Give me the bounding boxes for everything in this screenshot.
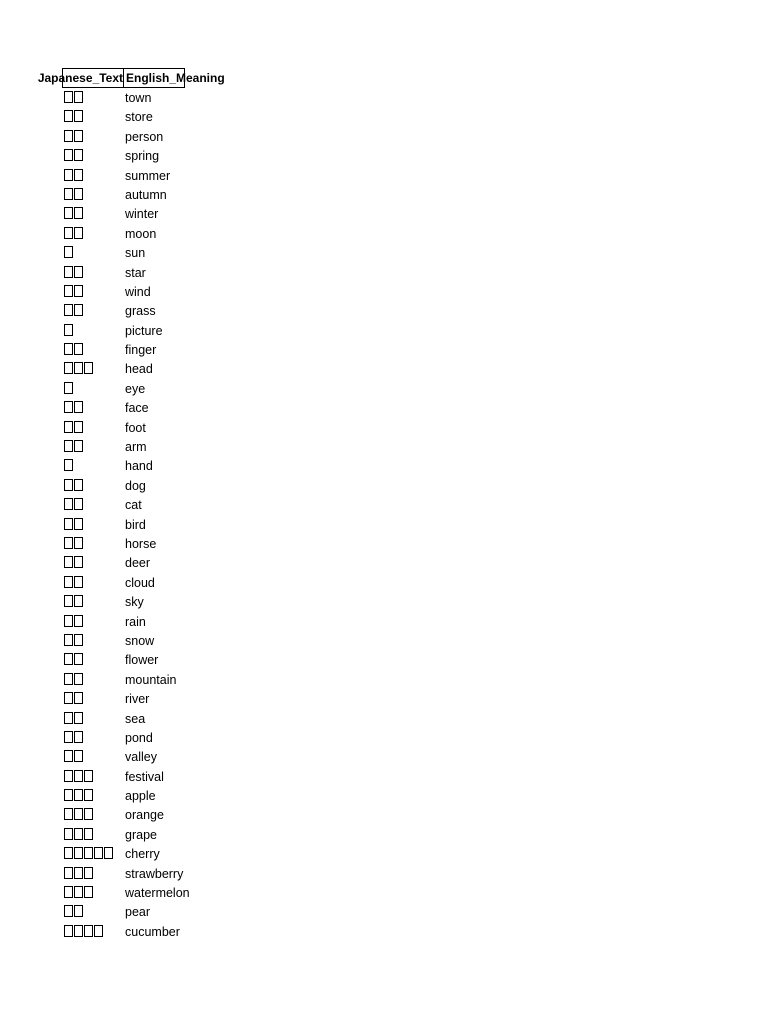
english-meaning-cell[interactable]: deer — [125, 556, 151, 571]
missing-glyph-box — [74, 867, 83, 879]
header-row — [37, 68, 225, 88]
english-meaning-cell[interactable]: town — [125, 91, 152, 105]
header-japanese-label: Japanese_Text — [37, 71, 123, 85]
english-meaning-cell[interactable]: winter — [125, 207, 159, 222]
japanese-text-cell[interactable] — [62, 593, 124, 612]
english-meaning-cell[interactable]: person — [125, 129, 164, 144]
missing-glyph-box — [74, 731, 83, 743]
table-row — [62, 360, 190, 379]
missing-glyph-box — [74, 149, 83, 161]
missing-glyph-box — [84, 789, 93, 801]
table-row — [62, 787, 190, 806]
english-meaning-cell[interactable]: picture — [125, 323, 163, 338]
japanese-text-cell[interactable] — [62, 225, 124, 244]
table-row — [62, 283, 190, 302]
japanese-text-cell[interactable] — [62, 147, 124, 166]
spreadsheet-page — [37, 68, 225, 942]
table-row — [62, 845, 190, 864]
table-row — [62, 690, 190, 709]
missing-glyph-box — [84, 808, 93, 820]
japanese-text-cell[interactable] — [62, 205, 124, 224]
missing-glyph-box — [74, 130, 83, 142]
japanese-text-cell[interactable] — [62, 419, 124, 438]
missing-glyph-box — [74, 362, 83, 374]
missing-glyph-box — [64, 905, 73, 917]
missing-glyph-box — [64, 362, 73, 374]
table-row — [62, 167, 190, 186]
japanese-text-cell[interactable] — [62, 186, 124, 205]
japanese-text-cell[interactable] — [62, 671, 124, 690]
table-row — [62, 729, 190, 748]
english-meaning-cell[interactable]: sun — [125, 246, 146, 261]
missing-glyph-box — [74, 227, 83, 239]
missing-glyph-box — [74, 285, 83, 297]
english-meaning-cell[interactable]: cat — [125, 498, 142, 513]
missing-glyph-box — [64, 266, 73, 278]
missing-glyph-box — [64, 789, 73, 801]
japanese-text-cell[interactable] — [62, 748, 124, 767]
japanese-text-cell[interactable] — [62, 244, 124, 263]
missing-glyph-box — [84, 828, 93, 840]
missing-glyph-box — [64, 149, 73, 161]
japanese-text-cell[interactable] — [62, 516, 124, 535]
missing-glyph-box — [74, 789, 83, 801]
table-row — [62, 225, 190, 244]
table-row — [62, 923, 190, 942]
english-meaning-cell[interactable]: orange — [125, 808, 164, 823]
english-meaning-cell[interactable]: foot — [125, 420, 146, 435]
missing-glyph-box — [64, 770, 73, 782]
japanese-text-cell[interactable] — [62, 167, 124, 186]
japanese-text-cell[interactable] — [62, 399, 124, 418]
japanese-text-cell[interactable] — [62, 457, 124, 476]
missing-glyph-box — [64, 925, 73, 937]
missing-glyph-box — [74, 498, 83, 510]
japanese-text-cell[interactable] — [62, 438, 124, 457]
english-meaning-cell[interactable]: snow — [125, 633, 155, 648]
table-row — [62, 302, 190, 321]
missing-glyph-box — [64, 285, 73, 297]
japanese-text-cell[interactable] — [62, 690, 124, 709]
missing-glyph-box — [84, 886, 93, 898]
english-meaning-cell[interactable]: grape — [125, 827, 157, 842]
missing-glyph-box — [94, 847, 103, 859]
japanese-text-cell[interactable] — [62, 128, 124, 147]
missing-glyph-box — [74, 886, 83, 898]
missing-glyph-box — [74, 925, 83, 937]
table-row — [62, 186, 190, 205]
table-row — [62, 613, 190, 632]
missing-glyph-box — [64, 91, 73, 103]
missing-glyph-box — [64, 169, 73, 181]
table-row — [62, 419, 190, 438]
missing-glyph-box — [64, 324, 73, 336]
missing-glyph-box — [74, 518, 83, 530]
missing-glyph-box — [74, 770, 83, 782]
japanese-text-cell[interactable] — [62, 865, 124, 884]
missing-glyph-box — [64, 401, 73, 413]
missing-glyph-box — [74, 556, 83, 568]
data-rows — [62, 89, 190, 942]
japanese-text-cell[interactable] — [62, 826, 124, 845]
missing-glyph-box — [74, 91, 83, 103]
missing-glyph-box — [64, 731, 73, 743]
japanese-text-cell[interactable] — [62, 613, 124, 632]
missing-glyph-box — [64, 576, 73, 588]
table-row — [62, 865, 190, 884]
english-meaning-cell[interactable]: festival — [125, 769, 164, 784]
missing-glyph-box — [64, 479, 73, 491]
english-meaning-cell[interactable]: arm — [125, 440, 147, 455]
english-meaning-cell[interactable]: apple — [125, 789, 156, 804]
table-row — [62, 89, 190, 108]
table-row — [62, 128, 190, 147]
table-row — [62, 380, 190, 399]
missing-glyph-box — [64, 421, 73, 433]
missing-glyph-box — [74, 401, 83, 413]
missing-glyph-box — [84, 770, 93, 782]
missing-glyph-box — [64, 518, 73, 530]
missing-glyph-box — [64, 130, 73, 142]
missing-glyph-box — [64, 634, 73, 646]
japanese-text-cell[interactable] — [62, 903, 124, 922]
english-meaning-cell[interactable]: store — [125, 110, 153, 125]
english-meaning-cell[interactable]: horse — [125, 536, 157, 551]
table-row — [62, 632, 190, 651]
english-meaning-cell[interactable]: bird — [125, 517, 146, 532]
japanese-text-cell[interactable] — [62, 264, 124, 283]
missing-glyph-box — [64, 498, 73, 510]
japanese-text-cell[interactable] — [62, 302, 124, 321]
table-row — [62, 593, 190, 612]
missing-glyph-box — [64, 207, 73, 219]
missing-glyph-box — [64, 828, 73, 840]
missing-glyph-box — [74, 440, 83, 452]
missing-glyph-box — [64, 673, 73, 685]
table-row — [62, 651, 190, 670]
table-row — [62, 438, 190, 457]
english-meaning-cell[interactable]: finger — [125, 343, 157, 358]
english-meaning-cell[interactable]: moon — [125, 226, 157, 241]
missing-glyph-box — [84, 925, 93, 937]
english-meaning-cell[interactable]: mountain — [125, 672, 177, 687]
missing-glyph-box — [64, 653, 73, 665]
missing-glyph-box — [84, 362, 93, 374]
missing-glyph-box — [74, 750, 83, 762]
english-meaning-cell[interactable]: strawberry — [125, 866, 184, 881]
english-meaning-cell[interactable]: hand — [125, 459, 153, 474]
english-meaning-cell[interactable]: summer — [125, 168, 171, 183]
header-english-meaning[interactable] — [124, 68, 225, 88]
japanese-text-cell[interactable] — [62, 360, 124, 379]
english-meaning-cell[interactable]: eye — [125, 381, 146, 396]
japanese-text-cell[interactable] — [62, 554, 124, 573]
missing-glyph-box — [64, 227, 73, 239]
table-row — [62, 768, 190, 787]
japanese-text-cell[interactable] — [62, 535, 124, 554]
english-meaning-cell[interactable]: rain — [125, 614, 146, 629]
table-row — [62, 496, 190, 515]
japanese-text-cell[interactable] — [62, 632, 124, 651]
missing-glyph-box — [74, 537, 83, 549]
missing-glyph-box — [64, 382, 73, 394]
missing-glyph-box — [74, 673, 83, 685]
missing-glyph-box — [74, 421, 83, 433]
table-row — [62, 205, 190, 224]
japanese-text-cell[interactable] — [62, 651, 124, 670]
table-row — [62, 574, 190, 593]
english-meaning-cell[interactable]: river — [125, 692, 150, 707]
missing-glyph-box — [74, 808, 83, 820]
japanese-text-cell[interactable] — [62, 322, 124, 341]
japanese-text-cell[interactable] — [62, 380, 124, 399]
japanese-text-cell[interactable] — [62, 768, 124, 787]
japanese-text-cell[interactable] — [62, 283, 124, 302]
japanese-text-cell[interactable] — [62, 108, 124, 127]
table-row — [62, 264, 190, 283]
table-row — [62, 108, 190, 127]
missing-glyph-box — [74, 169, 83, 181]
english-meaning-cell[interactable]: watermelon — [125, 886, 190, 901]
missing-glyph-box — [64, 867, 73, 879]
english-meaning-cell[interactable]: valley — [125, 750, 157, 765]
missing-glyph-box — [64, 847, 73, 859]
table-row — [62, 554, 190, 573]
missing-glyph-box — [84, 847, 93, 859]
japanese-text-cell[interactable] — [62, 923, 124, 942]
english-meaning-cell[interactable]: autumn — [125, 187, 167, 202]
missing-glyph-box — [74, 905, 83, 917]
missing-glyph-box — [64, 188, 73, 200]
table-row — [62, 806, 190, 825]
japanese-text-cell[interactable] — [62, 884, 124, 903]
english-meaning-cell[interactable]: wind — [125, 284, 151, 299]
missing-glyph-box — [74, 828, 83, 840]
missing-glyph-box — [74, 692, 83, 704]
missing-glyph-box — [74, 343, 83, 355]
missing-glyph-box — [104, 847, 113, 859]
missing-glyph-box — [74, 479, 83, 491]
missing-glyph-box — [74, 207, 83, 219]
table-row — [62, 516, 190, 535]
missing-glyph-box — [64, 246, 73, 258]
english-meaning-cell[interactable]: cherry — [125, 847, 160, 862]
missing-glyph-box — [84, 867, 93, 879]
english-meaning-cell[interactable]: pear — [125, 905, 151, 920]
missing-glyph-box — [64, 750, 73, 762]
missing-glyph-box — [74, 847, 83, 859]
missing-glyph-box — [64, 808, 73, 820]
japanese-text-cell[interactable] — [62, 845, 124, 864]
missing-glyph-box — [74, 615, 83, 627]
header-japanese-text[interactable] — [37, 68, 124, 88]
missing-glyph-box — [64, 440, 73, 452]
english-meaning-cell[interactable]: flower — [125, 653, 159, 668]
missing-glyph-box — [74, 653, 83, 665]
missing-glyph-box — [64, 537, 73, 549]
missing-glyph-box — [74, 634, 83, 646]
missing-glyph-box — [64, 459, 73, 471]
missing-glyph-box — [94, 925, 103, 937]
english-meaning-cell[interactable]: cloud — [125, 575, 155, 590]
english-meaning-cell[interactable]: star — [125, 265, 146, 280]
japanese-text-cell[interactable] — [62, 341, 124, 360]
missing-glyph-box — [74, 576, 83, 588]
table-row — [62, 341, 190, 360]
missing-glyph-box — [64, 595, 73, 607]
japanese-text-cell[interactable] — [62, 806, 124, 825]
table-row — [62, 748, 190, 767]
table-row — [62, 322, 190, 341]
table-row — [62, 535, 190, 554]
missing-glyph-box — [64, 712, 73, 724]
missing-glyph-box — [64, 886, 73, 898]
english-meaning-cell[interactable]: head — [125, 362, 153, 377]
missing-glyph-box — [64, 110, 73, 122]
missing-glyph-box — [64, 556, 73, 568]
english-meaning-cell[interactable]: face — [125, 401, 149, 416]
missing-glyph-box — [64, 692, 73, 704]
missing-glyph-box — [74, 188, 83, 200]
table-row — [62, 710, 190, 729]
missing-glyph-box — [64, 343, 73, 355]
missing-glyph-box — [64, 304, 73, 316]
table-row — [62, 457, 190, 476]
header-english-label: English_Meaning — [126, 71, 225, 85]
table-row — [62, 903, 190, 922]
missing-glyph-box — [74, 712, 83, 724]
japanese-text-cell[interactable] — [62, 787, 124, 806]
english-meaning-cell[interactable]: sky — [125, 595, 144, 610]
missing-glyph-box — [74, 110, 83, 122]
missing-glyph-box — [74, 595, 83, 607]
missing-glyph-box — [64, 615, 73, 627]
missing-glyph-box — [74, 304, 83, 316]
english-meaning-cell[interactable]: sea — [125, 711, 146, 726]
english-meaning-cell[interactable]: dog — [125, 478, 146, 493]
english-meaning-cell[interactable]: cucumber — [125, 924, 180, 939]
japanese-text-cell[interactable] — [62, 729, 124, 748]
missing-glyph-box — [74, 266, 83, 278]
english-meaning-cell[interactable]: spring — [125, 149, 160, 164]
table-row — [62, 399, 190, 418]
table-row — [62, 826, 190, 845]
table-row — [62, 147, 190, 166]
japanese-text-cell[interactable] — [62, 89, 124, 108]
table-row — [62, 671, 190, 690]
english-meaning-cell[interactable]: pond — [125, 730, 153, 745]
table-row — [62, 884, 190, 903]
english-meaning-cell[interactable]: grass — [125, 304, 156, 319]
table-row — [62, 477, 190, 496]
japanese-text-cell[interactable] — [62, 574, 124, 593]
japanese-text-cell[interactable] — [62, 710, 124, 729]
japanese-text-cell[interactable] — [62, 477, 124, 496]
japanese-text-cell[interactable] — [62, 496, 124, 515]
table-row — [62, 244, 190, 263]
